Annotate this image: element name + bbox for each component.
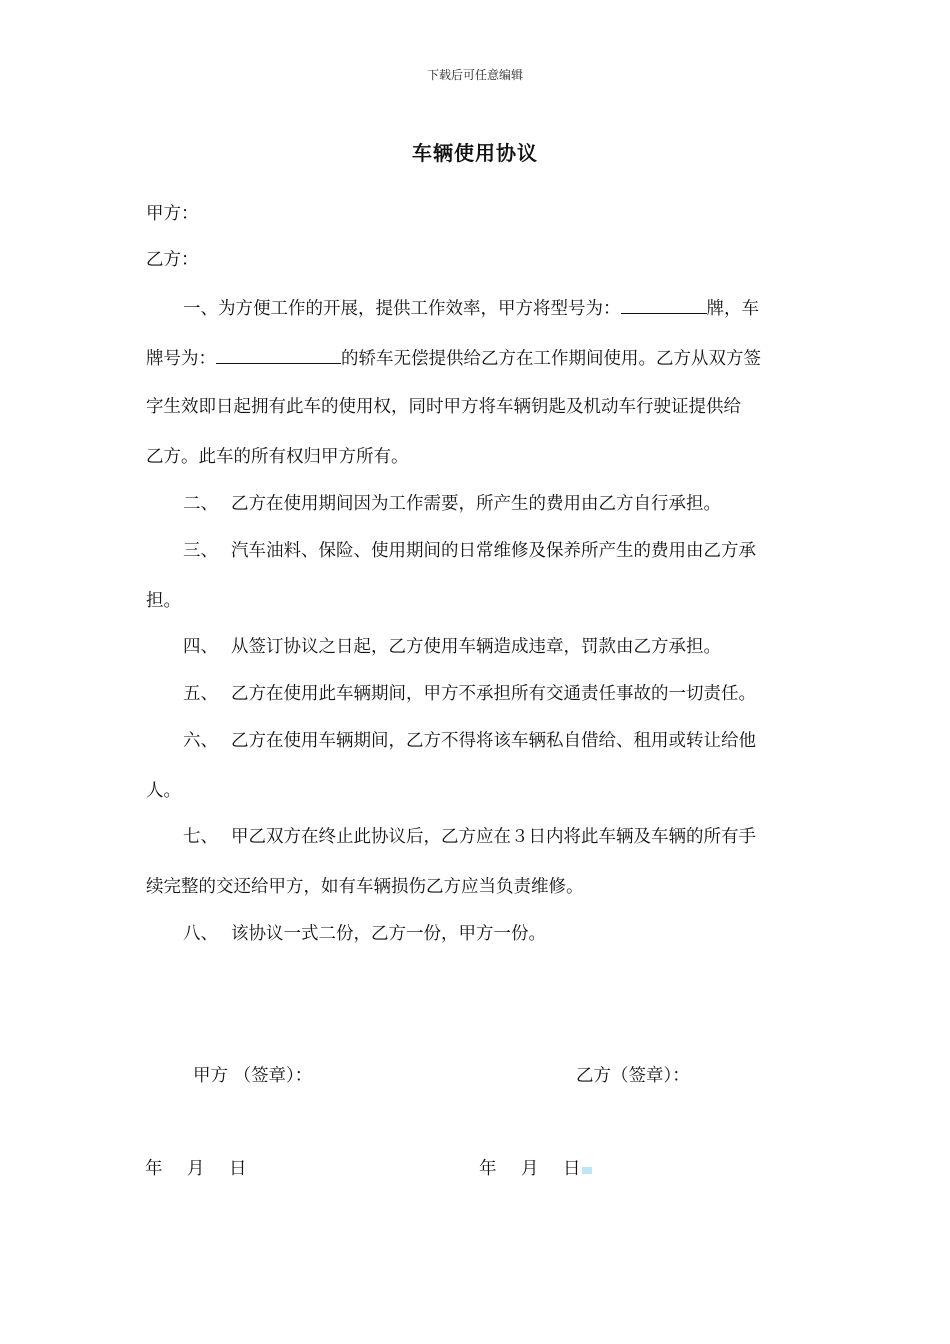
- clause8: [183, 922, 546, 946]
- clause1-line2-suffix: 的轿车无偿提供给乙方在工作期间使用。乙方从双方签: [341, 349, 761, 369]
- party-b-year: 年: [479, 1159, 497, 1179]
- clause1-line2: [146, 345, 761, 371]
- clause1-line2-prefix: 牌号为：: [146, 349, 216, 369]
- party-a-label: 甲方：: [146, 204, 199, 224]
- clause1-line4: 乙方。此车的所有权归甲方所有。: [146, 447, 409, 467]
- clause5-text: 乙方在使用此车辆期间，甲方不承担所有交通责任事故的一切责任。: [231, 684, 756, 704]
- clause3: [183, 539, 756, 563]
- clause6: [183, 729, 756, 753]
- party-a-signature-label: 甲方 （签章）：: [193, 1066, 313, 1086]
- party-b-month: 月: [521, 1159, 539, 1179]
- header-note: 下载后可任意编辑: [426, 68, 523, 82]
- clause4-text: 从签订协议之日起，乙方使用车辆造成违章，罚款由乙方承担。: [231, 637, 721, 657]
- clause7-number: 七、: [183, 827, 218, 847]
- clause6-continuation: 人。: [146, 781, 181, 801]
- party-a-date: [145, 1155, 247, 1180]
- clause2: [183, 492, 721, 516]
- clause8-text: 该协议一式二份，乙方一份，甲方一份。: [231, 924, 546, 944]
- clause5-number: 五、: [183, 684, 218, 704]
- party-a-day: 日: [229, 1159, 247, 1179]
- clause2-number: 二、: [183, 494, 218, 514]
- party-a-year: 年: [145, 1159, 163, 1179]
- clause7-text: 甲乙双方在终止此协议后，乙方应在３日内将此车辆及车辆的所有手: [231, 827, 756, 847]
- party-b-signature-label: 乙方（签章）：: [576, 1066, 690, 1086]
- clause1-line1-prefix: 一、为方便工作的开展，提供工作效率，甲方将型号为：: [183, 299, 621, 319]
- model-blank: [621, 295, 707, 314]
- clause4: [183, 635, 721, 659]
- clause3-text: 汽车油料、保险、使用期间的日常维修及保养所产生的费用由乙方承: [231, 541, 756, 561]
- clause6-text: 乙方在使用车辆期间，乙方不得将该车辆私自借给、租用或转让给他: [231, 731, 756, 751]
- clause4-number: 四、: [183, 637, 218, 657]
- clause7-continuation: 续完整的交还给甲方，如有车辆损伤乙方应当负责维修。: [146, 877, 584, 897]
- plate-number-blank: [216, 345, 341, 364]
- party-b-day: 日: [563, 1159, 581, 1179]
- clause8-number: 八、: [183, 924, 218, 944]
- clause7: [183, 825, 756, 849]
- clause1-line3: 字生效即日起拥有此车的使用权，同时甲方将车辆钥匙及机动车行驶证提供给: [146, 397, 741, 417]
- party-b-label: 乙方：: [146, 250, 199, 270]
- text-cursor-marker: [582, 1167, 592, 1174]
- clause3-number: 三、: [183, 541, 218, 561]
- document-title: 车辆使用协议: [412, 141, 538, 165]
- clause2-text: 乙方在使用期间因为工作需要，所产生的费用由乙方自行承担。: [231, 494, 721, 514]
- clause1-line1-suffix: 牌，车: [706, 299, 759, 319]
- party-a-month: 月: [187, 1159, 205, 1179]
- clause5: [183, 682, 756, 706]
- party-b-date: [479, 1155, 592, 1180]
- clause6-number: 六、: [183, 731, 218, 751]
- clause1-line1: [183, 295, 759, 321]
- clause3-continuation: 担。: [146, 591, 181, 611]
